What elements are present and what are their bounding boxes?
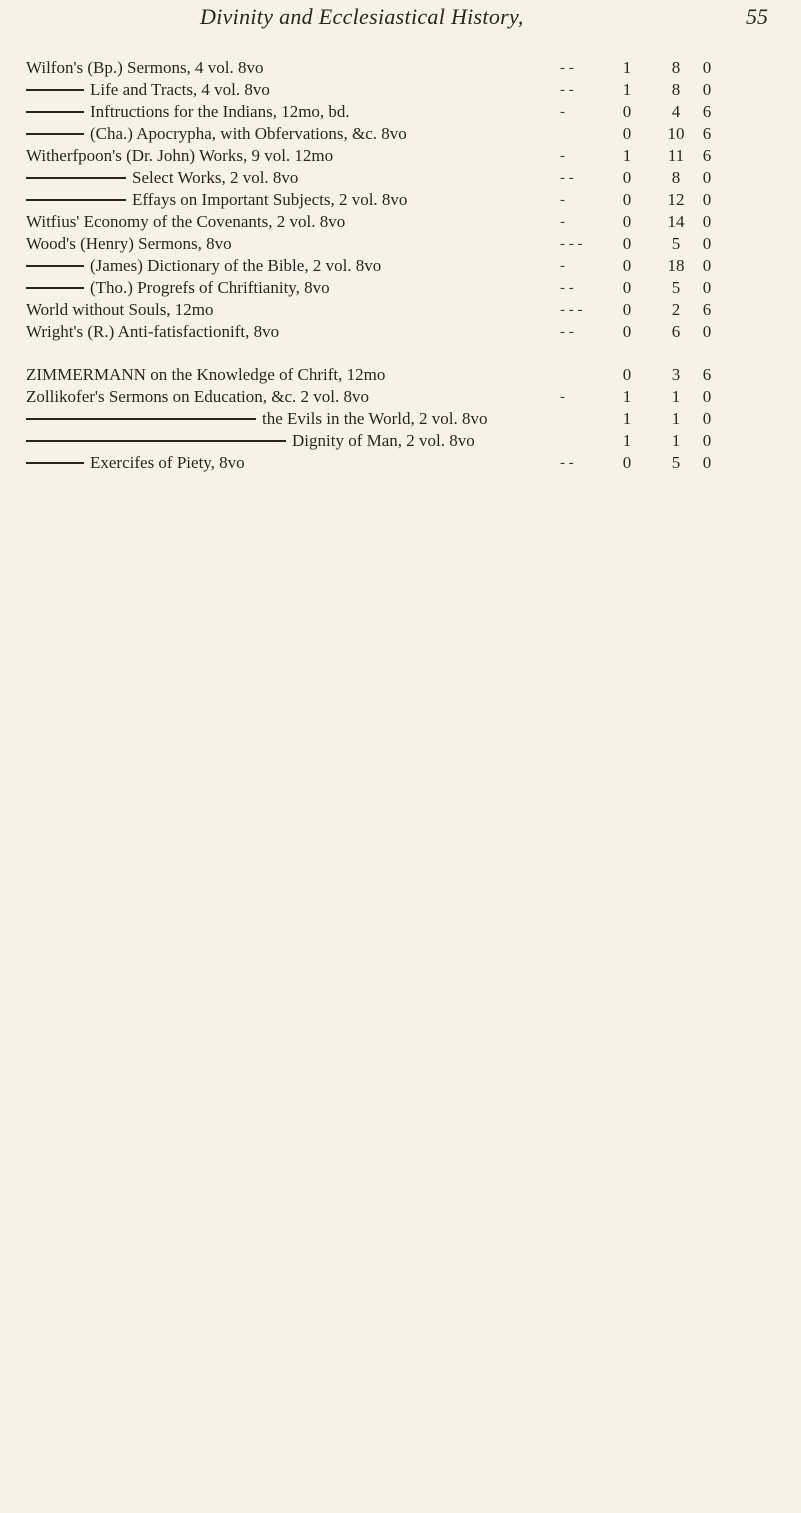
leader-dashes: - bbox=[560, 148, 565, 164]
ditto-rule bbox=[26, 287, 84, 289]
list-item bbox=[0, 167, 801, 189]
price-pence: 6 bbox=[702, 365, 712, 384]
ditto-rule bbox=[26, 133, 84, 135]
list-item bbox=[0, 277, 801, 299]
price-pence: 6 bbox=[702, 146, 712, 165]
leader-dashes: - - - bbox=[560, 236, 583, 252]
entry-label: Wright's (R.) Anti-fatisfactionift, 8vo bbox=[26, 322, 280, 341]
price-shillings: 12 bbox=[667, 190, 685, 209]
list-item bbox=[0, 189, 801, 211]
ditto-rule bbox=[26, 177, 126, 179]
ditto-rule bbox=[26, 111, 84, 113]
entry-title bbox=[26, 233, 232, 255]
entry-title bbox=[26, 123, 407, 145]
price-pence: 0 bbox=[702, 190, 712, 209]
price-shillings: 1 bbox=[671, 431, 681, 450]
ditto-rule bbox=[26, 89, 84, 91]
entry-label: Select Works, 2 vol. 8vo bbox=[132, 168, 299, 187]
price-pounds: 1 bbox=[622, 80, 632, 99]
list-item bbox=[0, 123, 801, 145]
price-pounds: 1 bbox=[622, 431, 632, 450]
entry-label: Wood's (Henry) Sermons, 8vo bbox=[26, 234, 232, 253]
entry-title bbox=[26, 189, 407, 211]
price-pence: 0 bbox=[702, 322, 712, 341]
ditto-rule bbox=[26, 440, 286, 442]
list-item bbox=[0, 211, 801, 233]
price-pounds: 0 bbox=[622, 190, 632, 209]
entry-label: Life and Tracts, 4 vol. 8vo bbox=[90, 80, 270, 99]
entry-label: Witherfpoon's (Dr. John) Works, 9 vol. 12mo bbox=[26, 146, 334, 165]
leader-dashes: - - bbox=[560, 280, 574, 296]
ditto-rule bbox=[26, 265, 84, 267]
entry-label: the Evils in the World, 2 vol. 8vo bbox=[262, 409, 488, 428]
list-item bbox=[0, 145, 801, 167]
price-shillings: 10 bbox=[667, 124, 685, 143]
entry-label: ZIMMERMANN on the Knowledge of Chrift, 12mo bbox=[26, 365, 386, 384]
price-pence: 0 bbox=[702, 212, 712, 231]
entry-label: Zollikofer's Sermons on Education, &c. 2 vol. 8vo bbox=[26, 387, 370, 406]
price-pence: 0 bbox=[702, 409, 712, 428]
price-pounds: 0 bbox=[622, 212, 632, 231]
entry-title bbox=[26, 255, 381, 277]
price-pence: 0 bbox=[702, 431, 712, 450]
price-pounds: 0 bbox=[622, 453, 632, 472]
entry-label: Effays on Important Subjects, 2 vol. 8vo bbox=[132, 190, 408, 209]
price-shillings: 1 bbox=[671, 387, 681, 406]
price-pence: 0 bbox=[702, 453, 712, 472]
price-pounds: 0 bbox=[622, 102, 632, 121]
price-pounds: 0 bbox=[622, 278, 632, 297]
price-pounds: 0 bbox=[622, 124, 632, 143]
entry-label: (James) Dictionary of the Bible, 2 vol. 8vo bbox=[90, 256, 382, 275]
entry-label: Exercifes of Piety, 8vo bbox=[90, 453, 245, 472]
price-pence: 0 bbox=[702, 80, 712, 99]
list-item bbox=[0, 101, 801, 123]
entry-title bbox=[26, 364, 385, 386]
entry-title bbox=[26, 145, 333, 167]
entry-title bbox=[26, 167, 298, 189]
ditto-rule bbox=[26, 462, 84, 464]
price-shillings: 5 bbox=[671, 278, 681, 297]
leader-dashes: - bbox=[560, 104, 565, 120]
entry-title bbox=[26, 430, 475, 452]
price-pence: 6 bbox=[702, 124, 712, 143]
entry-label: (Cha.) Apocrypha, with Obfervations, &c. 8vo bbox=[90, 124, 407, 143]
leader-dashes: - - bbox=[560, 455, 574, 471]
entry-title bbox=[26, 277, 330, 299]
price-pounds: 1 bbox=[622, 409, 632, 428]
list-item bbox=[0, 430, 801, 452]
list-item bbox=[0, 452, 801, 474]
leader-dashes: - - bbox=[560, 60, 574, 76]
entry-title bbox=[26, 386, 369, 408]
list-item bbox=[0, 321, 801, 343]
leader-dashes: - - bbox=[560, 82, 574, 98]
list-item bbox=[0, 255, 801, 277]
price-pence: 0 bbox=[702, 256, 712, 275]
price-shillings: 1 bbox=[671, 409, 681, 428]
price-pounds: 1 bbox=[622, 387, 632, 406]
price-shillings: 14 bbox=[667, 212, 685, 231]
price-shillings: 8 bbox=[671, 58, 681, 77]
price-pounds: 0 bbox=[622, 234, 632, 253]
price-shillings: 8 bbox=[671, 80, 681, 99]
entry-label: Dignity of Man, 2 vol. 8vo bbox=[292, 431, 475, 450]
price-pounds: 1 bbox=[622, 58, 632, 77]
list-item bbox=[0, 408, 801, 430]
ditto-rule bbox=[26, 199, 126, 201]
leader-dashes: - bbox=[560, 214, 565, 230]
entry-title bbox=[26, 57, 264, 79]
price-pence: 6 bbox=[702, 102, 712, 121]
price-shillings: 5 bbox=[671, 453, 681, 472]
entry-label: Wilfon's (Bp.) Sermons, 4 vol. 8vo bbox=[26, 58, 264, 77]
price-shillings: 8 bbox=[671, 168, 681, 187]
price-pence: 0 bbox=[702, 278, 712, 297]
price-pounds: 0 bbox=[622, 365, 632, 384]
leader-dashes: - bbox=[560, 389, 565, 405]
list-item bbox=[0, 299, 801, 321]
price-pounds: 0 bbox=[622, 322, 632, 341]
entry-title bbox=[26, 101, 350, 123]
ditto-rule bbox=[26, 418, 256, 420]
entry-title bbox=[26, 321, 279, 343]
entry-label: Witfius' Economy of the Covenants, 2 vol. 8vo bbox=[26, 212, 346, 231]
list-item bbox=[0, 79, 801, 101]
entry-title bbox=[26, 299, 214, 321]
leader-dashes: - bbox=[560, 258, 565, 274]
entry-title bbox=[26, 452, 245, 474]
price-pence: 0 bbox=[702, 387, 712, 406]
page-header bbox=[0, 0, 801, 34]
page-number: 55 bbox=[746, 4, 768, 29]
list-item bbox=[0, 386, 801, 408]
entry-title bbox=[26, 211, 345, 233]
price-pounds: 0 bbox=[622, 300, 632, 319]
entry-label: Inftructions for the Indians, 12mo, bd. bbox=[90, 102, 350, 121]
price-pounds: 0 bbox=[622, 168, 632, 187]
price-pence: 0 bbox=[702, 234, 712, 253]
price-shillings: 6 bbox=[671, 322, 681, 341]
list-item bbox=[0, 57, 801, 79]
catalogue-section-w bbox=[0, 57, 801, 343]
price-pounds: 1 bbox=[622, 146, 632, 165]
price-pence: 0 bbox=[702, 168, 712, 187]
list-item bbox=[0, 233, 801, 255]
leader-dashes: - - bbox=[560, 170, 574, 186]
entry-label: World without Souls, 12mo bbox=[26, 300, 214, 319]
list-item bbox=[0, 364, 801, 386]
leader-dashes: - - bbox=[560, 324, 574, 340]
leader-dashes: - bbox=[560, 192, 565, 208]
entry-title bbox=[26, 408, 487, 430]
price-shillings: 11 bbox=[667, 146, 685, 165]
price-pence: 6 bbox=[702, 300, 712, 319]
leader-dashes: - - - bbox=[560, 302, 583, 318]
price-shillings: 5 bbox=[671, 234, 681, 253]
price-shillings: 18 bbox=[667, 256, 685, 275]
price-pounds: 0 bbox=[622, 256, 632, 275]
price-pence: 0 bbox=[702, 58, 712, 77]
price-shillings: 2 bbox=[671, 300, 681, 319]
catalogue-section-z bbox=[0, 364, 801, 474]
price-shillings: 3 bbox=[671, 365, 681, 384]
entry-title bbox=[26, 79, 270, 101]
price-shillings: 4 bbox=[671, 102, 681, 121]
running-title: Divinity and Ecclesiastical History, bbox=[200, 4, 524, 29]
entry-label: (Tho.) Progrefs of Chriftianity, 8vo bbox=[90, 278, 330, 297]
